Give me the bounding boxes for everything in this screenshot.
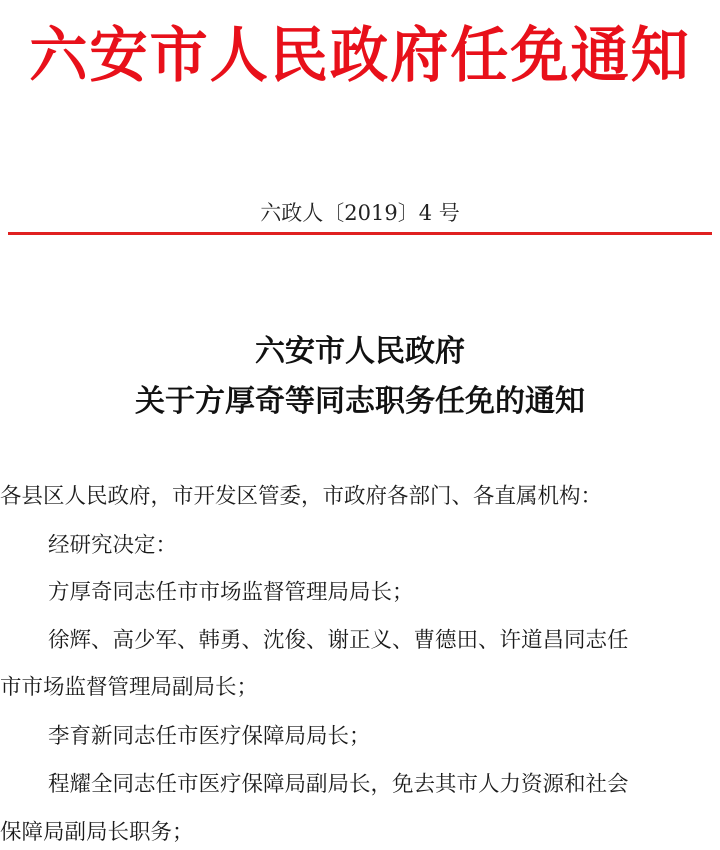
- notice-title-line-2: 关于方厚奇等同志职务任免的通知: [135, 384, 585, 419]
- addressee-line: 各县区人民政府，市开发区管委，市政府各部门、各直属机构：: [0, 484, 603, 509]
- body-paragraph-continuation: 市市场监督管理局副局长；: [0, 675, 259, 700]
- masthead-title: 六安市人民政府任免通知: [29, 21, 691, 91]
- body-paragraph-continuation: 保障局副局长职务；: [0, 820, 194, 845]
- body-paragraph: 李育新同志任市医疗保障局局长；: [48, 724, 371, 749]
- red-divider-line: [8, 232, 712, 235]
- body-paragraph: 程耀全同志任市医疗保障局副局长，免去其市人力资源和社会: [48, 772, 629, 797]
- notice-title-line-1: 六安市人民政府: [255, 334, 465, 369]
- document-number: 六政人〔2019〕4 号: [260, 201, 460, 225]
- body-paragraph: 徐辉、高少军、韩勇、沈俊、谢正义、曹德田、许道昌同志任: [48, 628, 629, 653]
- body-paragraph: 方厚奇同志任市市场监督管理局局长；: [48, 580, 414, 605]
- body-paragraph: 经研究决定：: [48, 533, 178, 558]
